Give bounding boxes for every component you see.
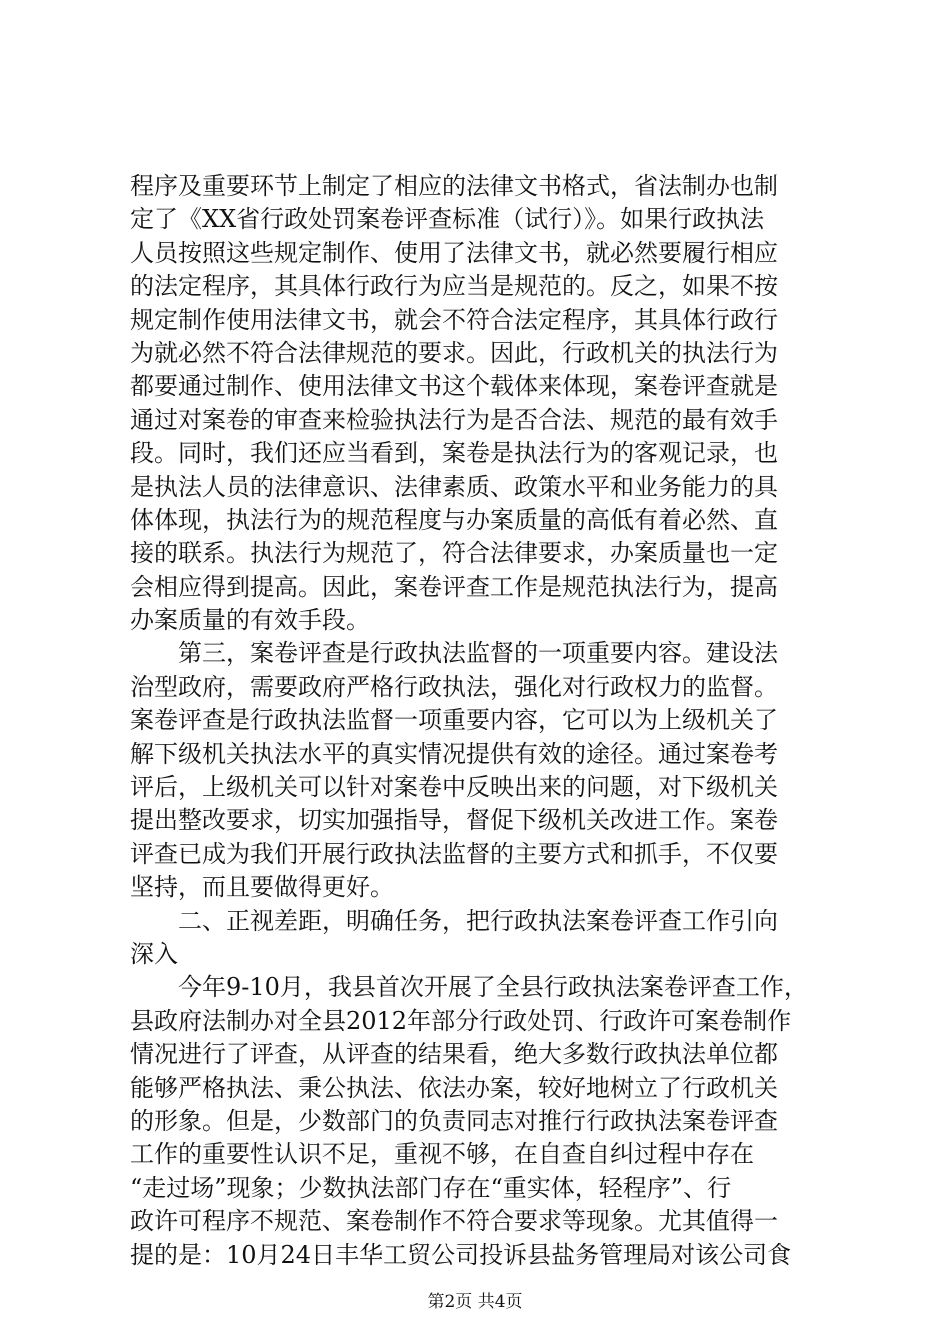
text-line: 规定制作使用法律文书，就会不符合法定程序，其具体行政行: [130, 305, 778, 334]
text-line: “走过场”现象；少数执法部门存在“重实体，轻程序”、行: [130, 1173, 732, 1202]
text-line: 通过对案卷的审查来检验执法行为是否合法、规范的最有效手: [130, 405, 778, 434]
text-line: 案卷评查是行政执法监督一项重要内容，它可以为上级机关了: [130, 706, 778, 735]
text-line: 第三，案卷评查是行政执法监督的一项重要内容。建设法: [130, 639, 778, 668]
text-line: 办案质量的有效手段。: [130, 606, 370, 635]
text-line: 段。同时，我们还应当看到，案卷是执法行为的客观记录，也: [130, 439, 778, 468]
text-line: 情况进行了评查，从评查的结果看，绝大多数行政执法单位都: [130, 1040, 778, 1069]
text-line: 县政府法制办对全县2012年部分行政处罚、行政许可案卷制作: [130, 1006, 792, 1035]
text-line: 提出整改要求，切实加强指导，督促下级机关改进工作。案卷: [130, 806, 778, 835]
text-line: 体体现，执法行为的规范程度与办案质量的高低有着必然、直: [130, 505, 778, 534]
section-heading-line: 二、正视差距，明确任务，把行政执法案卷评查工作引向: [130, 906, 778, 935]
text-line: 解下级机关执法水平的真实情况提供有效的途径。通过案卷考: [130, 739, 778, 768]
text-line: 评查已成为我们开展行政执法监督的主要方式和抓手，不仅要: [130, 839, 778, 868]
text-line: 接的联系。执法行为规范了，符合法律要求，办案质量也一定: [130, 539, 778, 568]
text-line: 的法定程序，其具体行政行为应当是规范的。反之，如果不按: [130, 272, 778, 301]
text-line: 今年9-10月，我县首次开展了全县行政执法案卷评查工作，: [130, 973, 808, 1002]
text-line: 为就必然不符合法律规范的要求。因此，行政机关的执法行为: [130, 338, 778, 367]
text-line: 能够严格执法、秉公执法、依法办案，较好地树立了行政机关: [130, 1073, 778, 1102]
text-line: 程序及重要环节上制定了相应的法律文书格式，省法制办也制: [130, 172, 778, 200]
text-line: 人员按照这些规定制作、使用了法律文书，就必然要履行相应: [130, 238, 778, 267]
text-line: 的形象。但是，少数部门的负责同志对推行行政执法案卷评查: [130, 1106, 778, 1135]
body-text: [130, 170, 830, 1272]
text-line: 都要通过制作、使用法律文书这个载体来体现，案卷评查就是: [130, 372, 778, 401]
text-line: 评后，上级机关可以针对案卷中反映出来的问题，对下级机关: [130, 773, 778, 802]
text-line: 会相应得到提高。因此，案卷评查工作是规范执法行为，提高: [130, 572, 778, 601]
text-line: 政许可程序不规范、案卷制作不符合要求等现象。尤其值得一: [130, 1207, 778, 1236]
page-number-footer: 第2页 共4页: [427, 1292, 523, 1312]
section-heading-line: 深入: [130, 939, 178, 968]
text-line: 治型政府，需要政府严格行政执法，强化对行政权力的监督。: [130, 672, 778, 701]
text-line: 定了《XX省行政处罚案卷评查标准（试行）》。如果行政执法: [130, 205, 765, 234]
text-line: 坚持，而且要做得更好。: [130, 873, 394, 902]
text-line: 提的是：10月24日丰华工贸公司投诉县盐务管理局对该公司食: [130, 1240, 792, 1269]
text-line: 是执法人员的法律意识、法律素质、政策水平和业务能力的具: [130, 472, 778, 501]
text-line: 工作的重要性认识不足，重视不够，在自查自纠过程中存在: [130, 1140, 754, 1169]
